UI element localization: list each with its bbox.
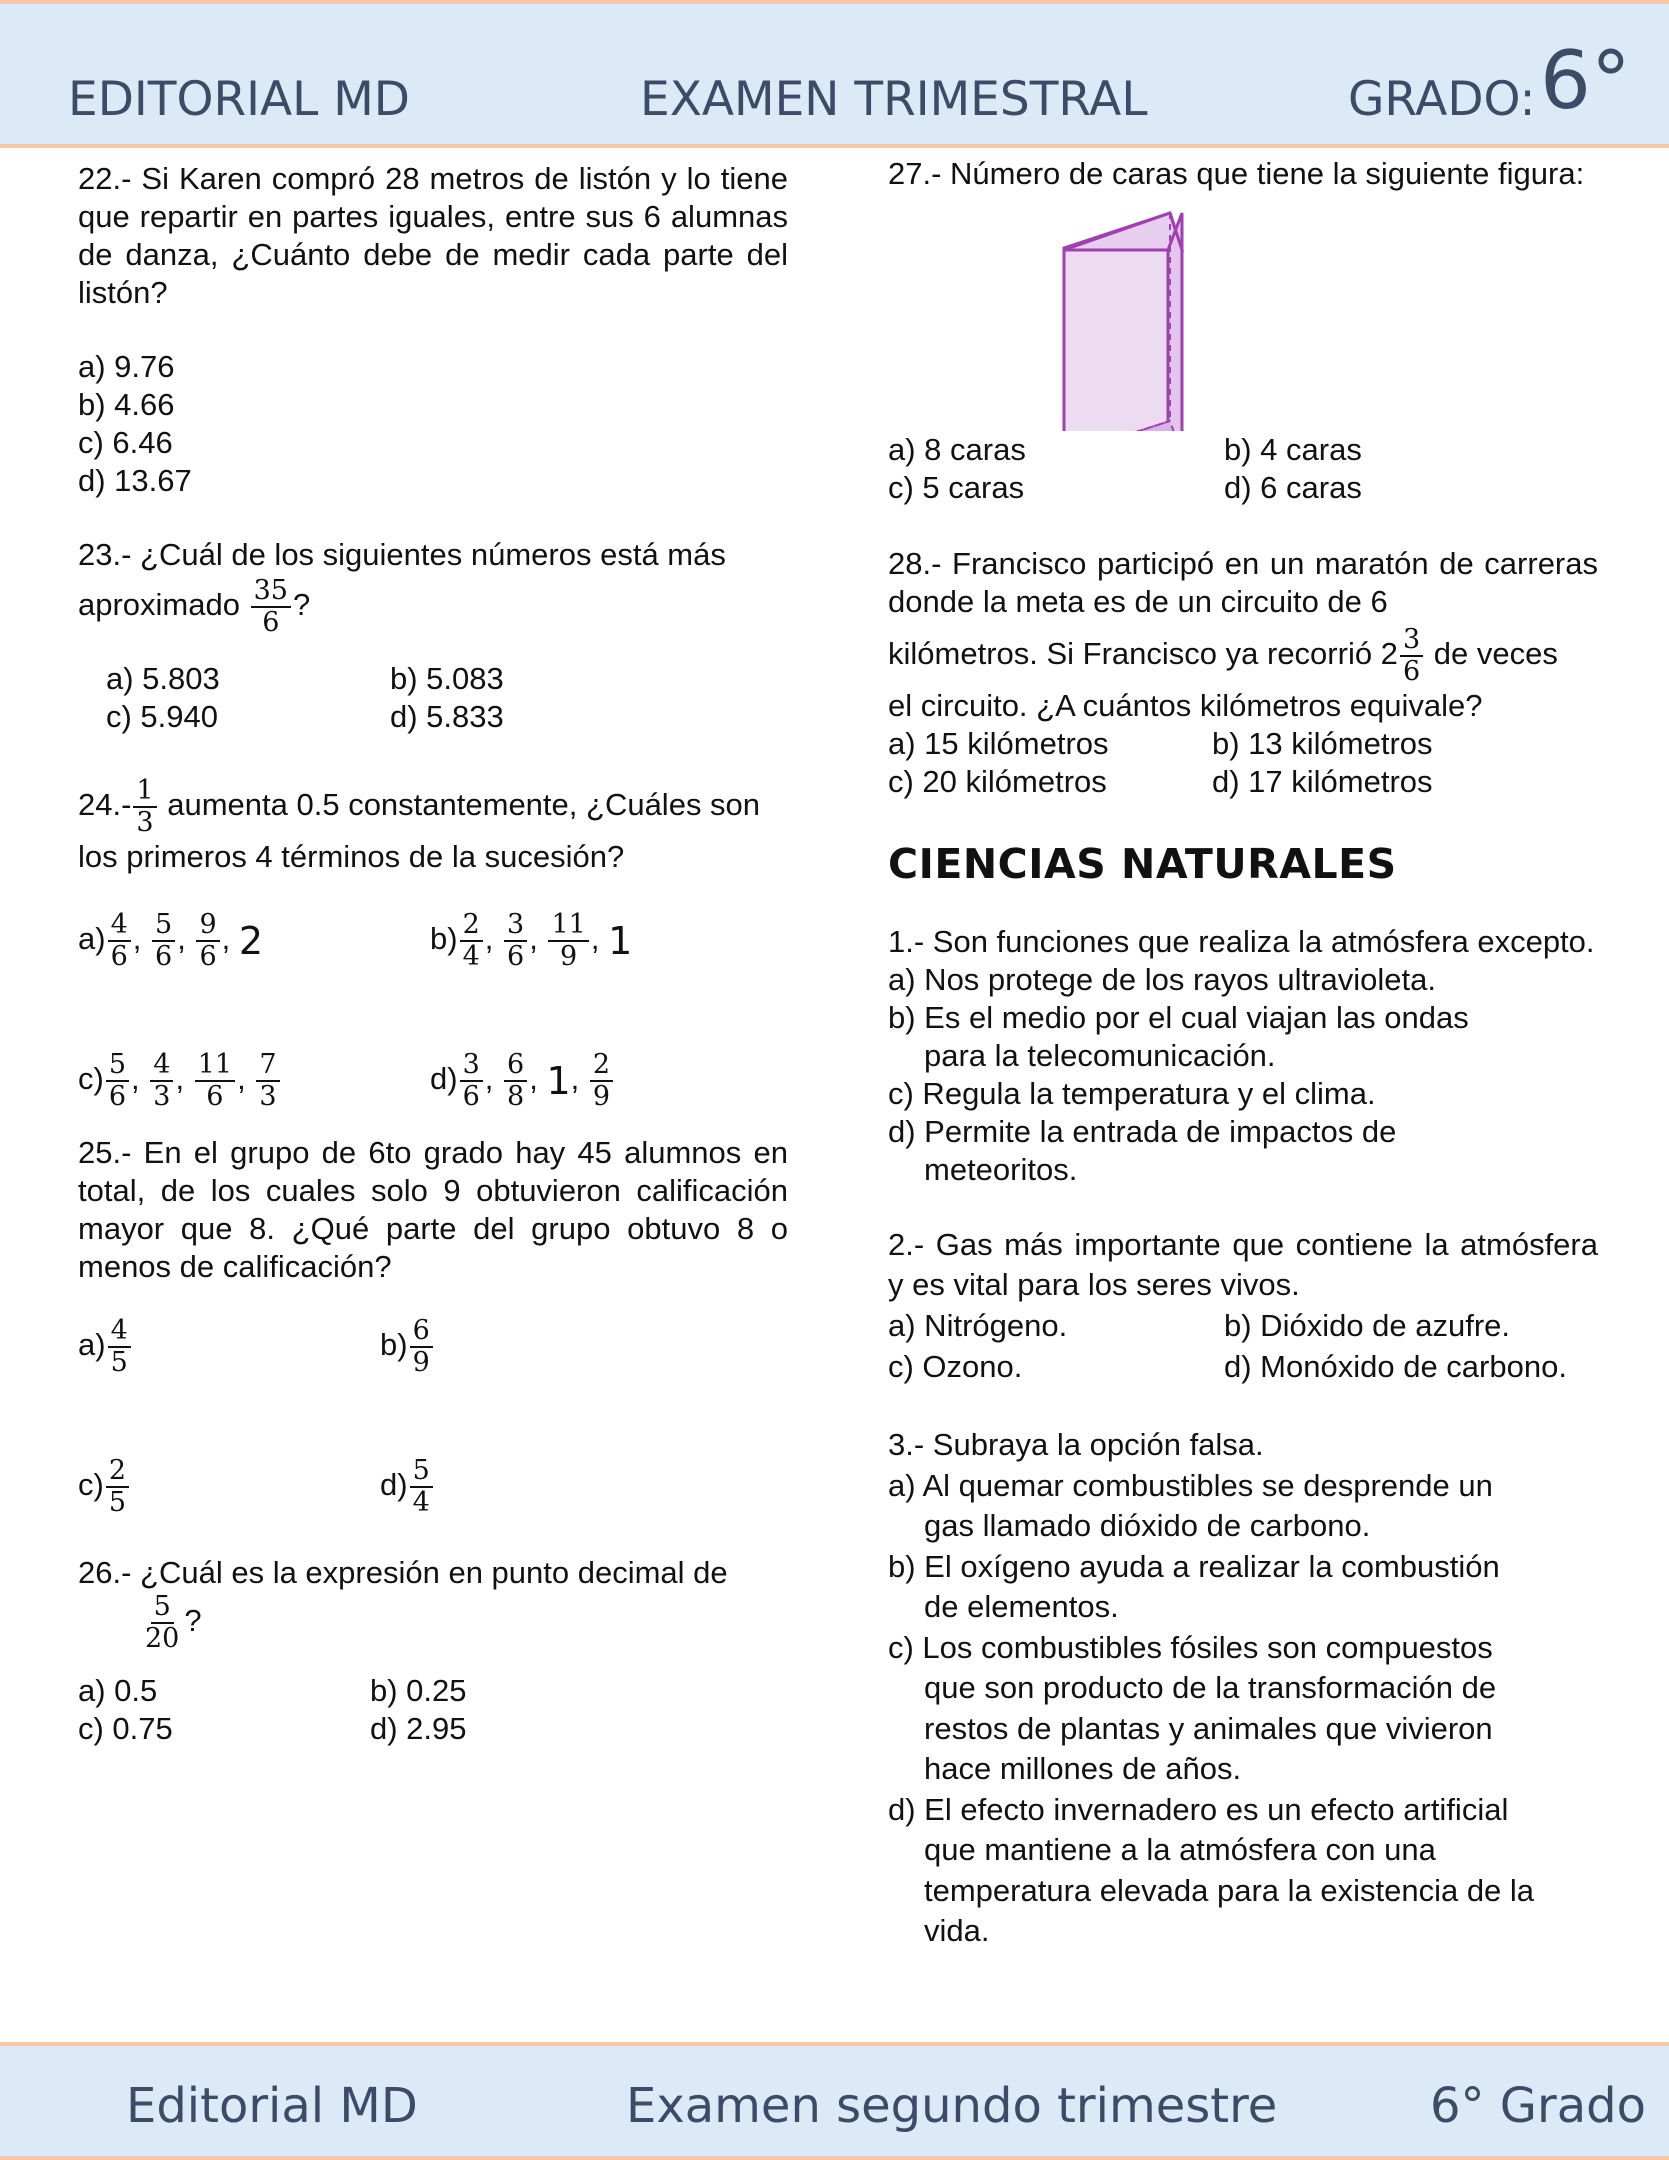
natural-question-3-option-a: a) Al quemar combustibles se desprende un gas llamado dióxido de carbono. bbox=[888, 1467, 1493, 1543]
section-title-ciencias-naturales: CIENCIAS NATURALES bbox=[888, 840, 1397, 888]
natural-question-3 bbox=[888, 1425, 1598, 1952]
header-grade-label: GRADO: bbox=[1348, 72, 1536, 127]
natural-question-2-options bbox=[888, 1305, 1598, 1387]
question-22-text: 22.- Si Karen compró 28 metros de listón y lo tiene que repartir en partes iguales, entre sus 6 alumnas de danza, ¿Cuánto debe de medir cada parte del listón? bbox=[78, 161, 788, 310]
question-23-option-c: c) 5.940 bbox=[106, 699, 219, 734]
question-25-option-b: b) $\frac{6}{9}$ bbox=[380, 1316, 788, 1378]
question-26-option-c: c) 0.75 bbox=[78, 1711, 173, 1746]
question-23-text: 23.- ¿Cuál de los siguientes números está más bbox=[78, 537, 726, 572]
footer-publisher: Editorial MD bbox=[126, 2078, 418, 2134]
header-publisher: EDITORIAL MD bbox=[68, 72, 410, 127]
question-27-option-d: d) 6 caras bbox=[1224, 470, 1362, 505]
question-28-text-2: el circuito. ¿A cuántos kilómetros equivale? bbox=[888, 688, 1483, 723]
natural-question-2-option-c: c) Ozono. bbox=[888, 1349, 1023, 1384]
triangular-prism-figure bbox=[888, 193, 1598, 431]
question-24: 24.- $\frac{1}{3}$ aumenta 0.5 constantemente, ¿Cuáles son los primeros 4 términos de la sucesión? a) $\frac{4}{6}$ , $\frac{5}{6}$ , $\frac{9}{6}$ , 2 b) $\frac{2}{4}$ , $\frac{3}{6}$ , $\frac{11}{9}$ , 1 c) $\frac{5}{6}$ , $\frac{4}{3}$ , $\frac{11}{6}$ , $\frac{7}{3}$ d) $\frac{3}{6}$ , $\frac{6}{8}$ , 1, $\frac{2}{9}$ bbox=[78, 776, 788, 1112]
natural-question-1 bbox=[888, 923, 1598, 1189]
question-28-option-b: b) 13 kilómetros bbox=[1212, 726, 1433, 761]
question-24-option-c: c) $\frac{5}{6}$ , $\frac{4}{3}$ , $\frac{11}{6}$ , $\frac{7}{3}$ bbox=[78, 1050, 430, 1112]
natural-question-3-option-c: c) Los combustibles fósiles son compuestos que son producto de la transformación de restos de plantas y animales que vivieron hace millones de años. bbox=[888, 1629, 1497, 1786]
natural-question-3-text: 3.- Subraya la opción falsa. bbox=[888, 1427, 1264, 1462]
question-25-text: 25.- En el grupo de 6to grado hay 45 alumnos en total, de los cuales solo 9 obtuvieron calificación mayor que 8. ¿Qué parte del grupo obtuvo 8 o menos de calificación? bbox=[78, 1135, 788, 1284]
question-23-options bbox=[78, 660, 788, 736]
natural-question-1-option-c: c) Regula la temperatura y el clima. bbox=[888, 1076, 1376, 1111]
right-column bbox=[888, 155, 1598, 1952]
natural-question-2-option-d: d) Monóxido de carbono. bbox=[1224, 1349, 1567, 1384]
question-23-option-a: a) 5.803 bbox=[106, 661, 220, 696]
natural-question-1-option-a: a) Nos protege de los rayos ultravioleta. bbox=[888, 962, 1436, 997]
question-26-options bbox=[78, 1672, 788, 1748]
question-22-option-b: b) 4.66 bbox=[78, 387, 175, 422]
question-22-option-c: c) 6.46 bbox=[78, 425, 173, 460]
natural-question-2-text: 2.- Gas más importante que contiene la atmósfera y es vital para los seres vivos. bbox=[888, 1227, 1598, 1302]
natural-question-1-option-d: d) Permite la entrada de impactos de meteoritos. bbox=[888, 1114, 1397, 1187]
question-26-option-d: d) 2.95 bbox=[370, 1711, 467, 1746]
question-28-option-d: d) 17 kilómetros bbox=[1212, 764, 1433, 799]
question-22-option-a: a) 9.76 bbox=[78, 349, 175, 384]
question-28-option-a: a) 15 kilómetros bbox=[888, 726, 1109, 761]
question-23-option-d: d) 5.833 bbox=[390, 699, 504, 734]
natural-question-1-option-b: b) Es el medio por el cual viajan las ondas para la telecomunicación. bbox=[888, 1000, 1469, 1073]
question-25-option-a: a) $\frac{4}{5}$ bbox=[78, 1316, 380, 1378]
natural-question-2-option-a: a) Nitrógeno. bbox=[888, 1308, 1068, 1343]
question-26: 26.- ¿Cuál es la expresión en punto decimal de $\frac{5}{20}$ ? a) 0.5 b) 0.25 c) 0.75 d) 2.95 bbox=[78, 1554, 788, 1748]
question-28-option-c: c) 20 kilómetros bbox=[888, 764, 1107, 799]
header-exam-title: EXAMEN TRIMESTRAL bbox=[640, 72, 1148, 127]
natural-question-2-option-b: b) Dióxido de azufre. bbox=[1224, 1308, 1511, 1343]
question-24-option-d: d) $\frac{3}{6}$ , $\frac{6}{8}$ , 1, $\frac{2}{9}$ bbox=[430, 1050, 788, 1112]
question-27-option-b: b) 4 caras bbox=[1224, 432, 1362, 467]
question-26-option-a: a) 0.5 bbox=[78, 1673, 158, 1708]
natural-question-2 bbox=[888, 1225, 1598, 1387]
question-28-fraction: $\frac{3}{6}$ bbox=[1400, 625, 1423, 687]
question-25-options bbox=[78, 1316, 788, 1518]
question-26-option-b: b) 0.25 bbox=[370, 1673, 467, 1708]
question-23-option-b: b) 5.083 bbox=[390, 661, 504, 696]
question-25-option-d: d) $\frac{5}{4}$ bbox=[380, 1456, 788, 1518]
question-28-text: 28.- Francisco participó en un maratón de carreras donde la meta es de un circuito de 6 bbox=[888, 546, 1598, 619]
question-28-options bbox=[888, 725, 1598, 801]
page-footer bbox=[0, 2042, 1669, 2160]
question-27-options bbox=[888, 431, 1598, 507]
natural-question-1-text: 1.- Son funciones que realiza la atmósfera excepto. bbox=[888, 924, 1595, 959]
footer-exam-name: Examen segundo trimestre bbox=[626, 2078, 1278, 2134]
question-23-fraction: $\frac{35}{6}$ bbox=[251, 576, 291, 638]
question-25 bbox=[78, 1134, 788, 1518]
question-23: 23.- ¿Cuál de los siguientes números está más aproximado $\frac{35}{6}$ ? a) 5.803 b) 5.083 c) 5.940 d) 5.833 bbox=[78, 536, 788, 736]
question-27-text: 27.- Número de caras que tiene la siguiente figura: bbox=[888, 156, 1585, 191]
left-column bbox=[78, 160, 788, 1748]
footer-grade: 6° Grado bbox=[1430, 2078, 1646, 2134]
question-27-option-a: a) 8 caras bbox=[888, 432, 1026, 467]
question-26-fraction: $\frac{5}{20}$ bbox=[145, 1591, 180, 1654]
question-28: 28.- Francisco participó en un maratón de carreras donde la meta es de un circuito de 6 kilómetros. Si Francisco ya recorrió 2 $\frac{3}{6}$ de veces el circuito. ¿A cuántos kilómetros equivale? a) 15 kilómetros b) 13 kilómetros c) 20 kilómetros d) 17 kilómetros bbox=[888, 546, 1598, 799]
question-22 bbox=[78, 160, 788, 500]
question-27-option-c: c) 5 caras bbox=[888, 470, 1025, 505]
question-24-text-2: los primeros 4 términos de la sucesión? bbox=[78, 839, 625, 874]
page-header bbox=[0, 0, 1669, 148]
header-grade-value: 6° bbox=[1540, 34, 1631, 127]
question-24-options bbox=[78, 910, 788, 1112]
question-24-option-a: a) $\frac{4}{6}$ , $\frac{5}{6}$ , $\frac{9}{6}$ , 2 bbox=[78, 909, 264, 972]
question-24-text: aumenta 0.5 constantemente, ¿Cuáles son bbox=[167, 787, 761, 823]
question-22-option-d: d) 13.67 bbox=[78, 463, 192, 498]
question-25-option-c: c) $\frac{2}{5}$ bbox=[78, 1456, 380, 1518]
question-24-fraction: $\frac{1}{3}$ bbox=[133, 776, 156, 838]
question-26-text: 26.- ¿Cuál es la expresión en punto decimal de bbox=[78, 1555, 728, 1590]
question-27 bbox=[888, 155, 1598, 507]
question-24-option-b: b) $\frac{2}{4}$ , $\frac{3}{6}$ , $\frac{11}{9}$ , 1 bbox=[430, 909, 633, 972]
natural-question-3-option-d: d) El efecto invernadero es un efecto artificial que mantiene a la atmósfera con una temperatura elevada para la existencia de la vida. bbox=[888, 1791, 1535, 1948]
natural-question-3-option-b: b) El oxígeno ayuda a realizar la combustión de elementos. bbox=[888, 1548, 1500, 1624]
question-23-text-2: aproximado bbox=[78, 587, 240, 623]
